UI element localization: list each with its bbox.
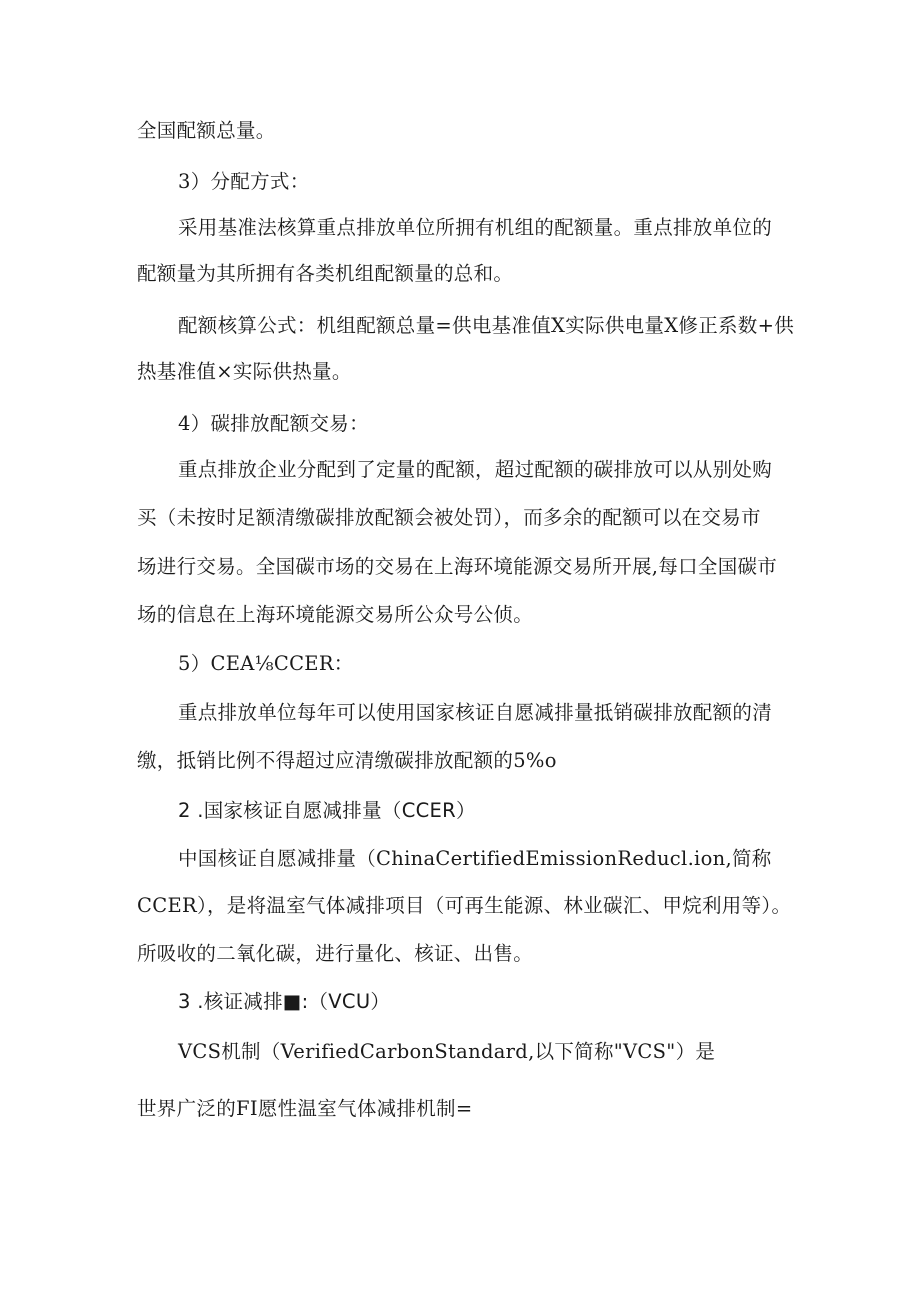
text-line-1: 全国配额总量。 xyxy=(137,119,276,142)
text-line-3: 采用基准法核算重点排放单位所拥有机组的配额量。重点排放单位的 xyxy=(178,216,773,239)
text-line-4: 配额量为其所拥有各类机组配额量的总和。 xyxy=(137,262,514,285)
section-heading-2: 2 .国家核证自愿减排量（CCER） xyxy=(178,799,476,822)
text-line-8: 重点排放企业分配到了定量的配额，超过配额的碳排放可以从别处购 xyxy=(178,458,773,481)
text-line-11: 场的信息在上海环境能源交易所公众号公侦。 xyxy=(137,603,534,626)
section-heading-3: 3 .核证减排■:（VCU） xyxy=(178,990,391,1013)
text-line-17: CCER），是将温室气体减排项目（可再生能源、林业碳汇、甲烷利用等）。 xyxy=(137,894,792,917)
text-line-6: 热基准值×实际供热量。 xyxy=(137,360,352,383)
text-line-9: 买（未按时足额清缴碳排放配额会被处罚），而多余的配额可以在交易市 xyxy=(137,506,761,529)
text-line-18: 所吸收的二氧化碳，进行量化、核证、出售。 xyxy=(137,942,534,965)
text-line-21: 世界广泛的FI愿性温室气体减排机制= xyxy=(137,1097,473,1120)
text-line-10: 场进行交易。全国碳市场的交易在上海环境能源交易所开展,每口全国碳市 xyxy=(137,555,778,578)
text-line-16: 中国核证自愿减排量（ChinaCertifiedEmissionReducl.ion,简称 xyxy=(178,847,772,870)
text-line-20: VCS机制（VerifiedCarbonStandard,以下简称"VCS"）是 xyxy=(178,1040,716,1063)
text-line-13: 重点排放单位每年可以使用国家核证自愿减排量抵销碳排放配额的清 xyxy=(178,701,773,724)
text-line-5: 配额核算公式：机组配额总量=供电基准值X实际供电量X修正系数+供 xyxy=(178,314,795,337)
list-label-3: 3）分配方式： xyxy=(178,170,310,193)
text-line-14: 缴，抵销比例不得超过应清缴碳排放配额的5%o xyxy=(137,749,557,772)
list-label-4: 4）碳排放配额交易： xyxy=(178,412,369,435)
list-label-5: 5）CEA⅛CCER： xyxy=(178,652,354,675)
